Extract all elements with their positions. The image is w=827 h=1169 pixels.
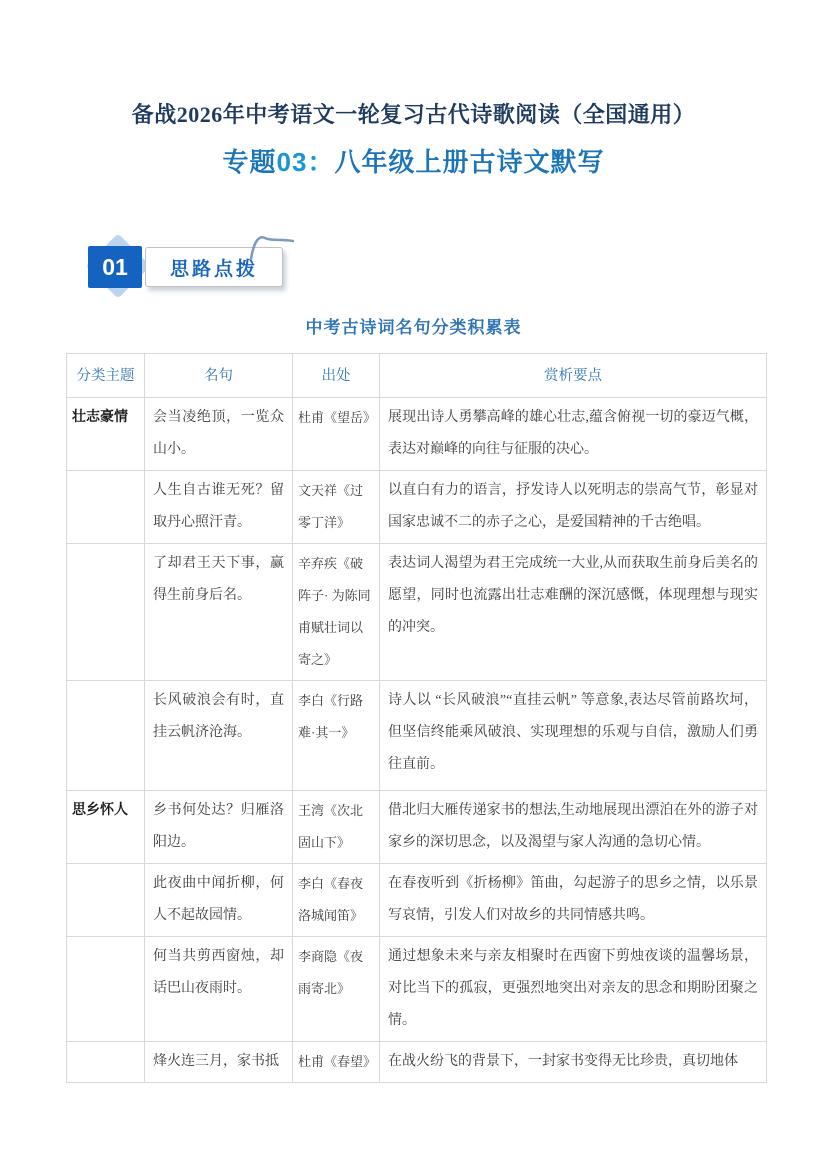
document-title: 备战2026年中考语文一轮复习古代诗歌阅读（全国通用） [131,102,696,127]
cell-source: 李商隐《夜雨寄北》 [293,937,380,1042]
poetry-accumulation-table [66,353,767,1083]
cell-analysis: 在战火纷飞的背景下，一封家书变得无比珍贵，真切地体 [380,1042,767,1083]
cell-theme: 思乡怀人 [67,791,145,864]
cell-quote: 会当凌绝顶，一览众山小。 [145,398,293,471]
table-body [67,398,767,1083]
table-header-row [67,354,767,398]
cell-theme [67,471,145,544]
cell-source: 辛弃疾《破阵子· 为陈同甫赋壮词以寄之》 [293,544,380,681]
cell-source: 文天祥《过零丁洋》 [293,471,380,544]
table-title: 中考古诗词名句分类积累表 [305,318,522,337]
cell-quote: 乡书何处达？归雁洛阳边。 [145,791,293,864]
cell-theme [67,544,145,681]
cell-theme [67,864,145,937]
cell-theme: 壮志豪情 [67,398,145,471]
subtitle-text: 八年级上册古诗文默写 [334,148,605,177]
cell-quote: 人生自古谁无死？留取丹心照汗青。 [145,471,293,544]
column-header: 出处 [293,354,380,398]
swoosh-icon [247,229,299,263]
cell-quote: 长风破浪会有时，直挂云帆济沧海。 [145,681,293,791]
table-row [67,398,767,471]
cell-analysis: 展现出诗人勇攀高峰的雄心壮志,蕴含俯视一切的豪迈气概，表达对巅峰的向往与征服的决心。 [380,398,767,471]
cell-theme [67,681,145,791]
section-badge [88,245,283,289]
cell-theme [67,937,145,1042]
cell-source: 杜甫《望岳》 [293,398,380,471]
table-row [67,864,767,937]
table-row [67,681,767,791]
column-header: 赏析要点 [380,354,767,398]
table-row [67,937,767,1042]
cell-source: 王湾《次北固山下》 [293,791,380,864]
document-subtitle [0,144,827,181]
table-row [67,544,767,681]
column-header: 分类主题 [67,354,145,398]
section-label: 思路点拨 [145,247,283,287]
cell-analysis: 通过想象未来与亲友相聚时在西窗下剪烛夜谈的温馨场景，对比当下的孤寂，更强烈地突出对亲友的思念和期盼团聚之情。 [380,937,767,1042]
cell-quote: 何当共剪西窗烛，却话巴山夜雨时。 [145,937,293,1042]
cell-analysis: 表达词人渴望为君王完成统一大业,从而获取生前身后美名的愿望，同时也流露出壮志难酬的深沉感慨，体现理想与现实的冲突。 [380,544,767,681]
cell-analysis: 在春夜听到《折杨柳》笛曲，勾起游子的思乡之情，以乐景写哀情，引发人们对故乡的共同情感共鸣。 [380,864,767,937]
cell-analysis: 借北归大雁传递家书的想法,生动地展现出漂泊在外的游子对家乡的深切思念，以及渴望与家人沟通的急切心情。 [380,791,767,864]
cell-quote: 烽火连三月，家书抵 [145,1042,293,1083]
subtitle-prefix: 专题 [222,148,277,177]
cell-source: 李白《春夜洛城闻笛》 [293,864,380,937]
cell-source: 李白《行路难·其一》 [293,681,380,791]
cell-quote: 此夜曲中闻折柳，何人不起故园情。 [145,864,293,937]
section-number-badge: 01 [88,246,142,288]
cell-quote: 了却君王天下事，赢得生前身后名。 [145,544,293,681]
table-row [67,471,767,544]
table-row [67,1042,767,1083]
subtitle-number: 03： [276,147,335,177]
column-header: 名句 [145,354,293,398]
cell-source: 杜甫《春望》 [293,1042,380,1083]
cell-analysis: 诗人以 “长风破浪”“直挂云帆” 等意象,表达尽管前路坎坷，但坚信终能乘风破浪、实现理想的乐观与自信，激励人们勇往直前。 [380,681,767,791]
cell-analysis: 以直白有力的语言，抒发诗人以死明志的崇高气节，彰显对国家忠诚不二的赤子之心，是爱国精神的千古绝唱。 [380,471,767,544]
table-row [67,791,767,864]
cell-theme [67,1042,145,1083]
